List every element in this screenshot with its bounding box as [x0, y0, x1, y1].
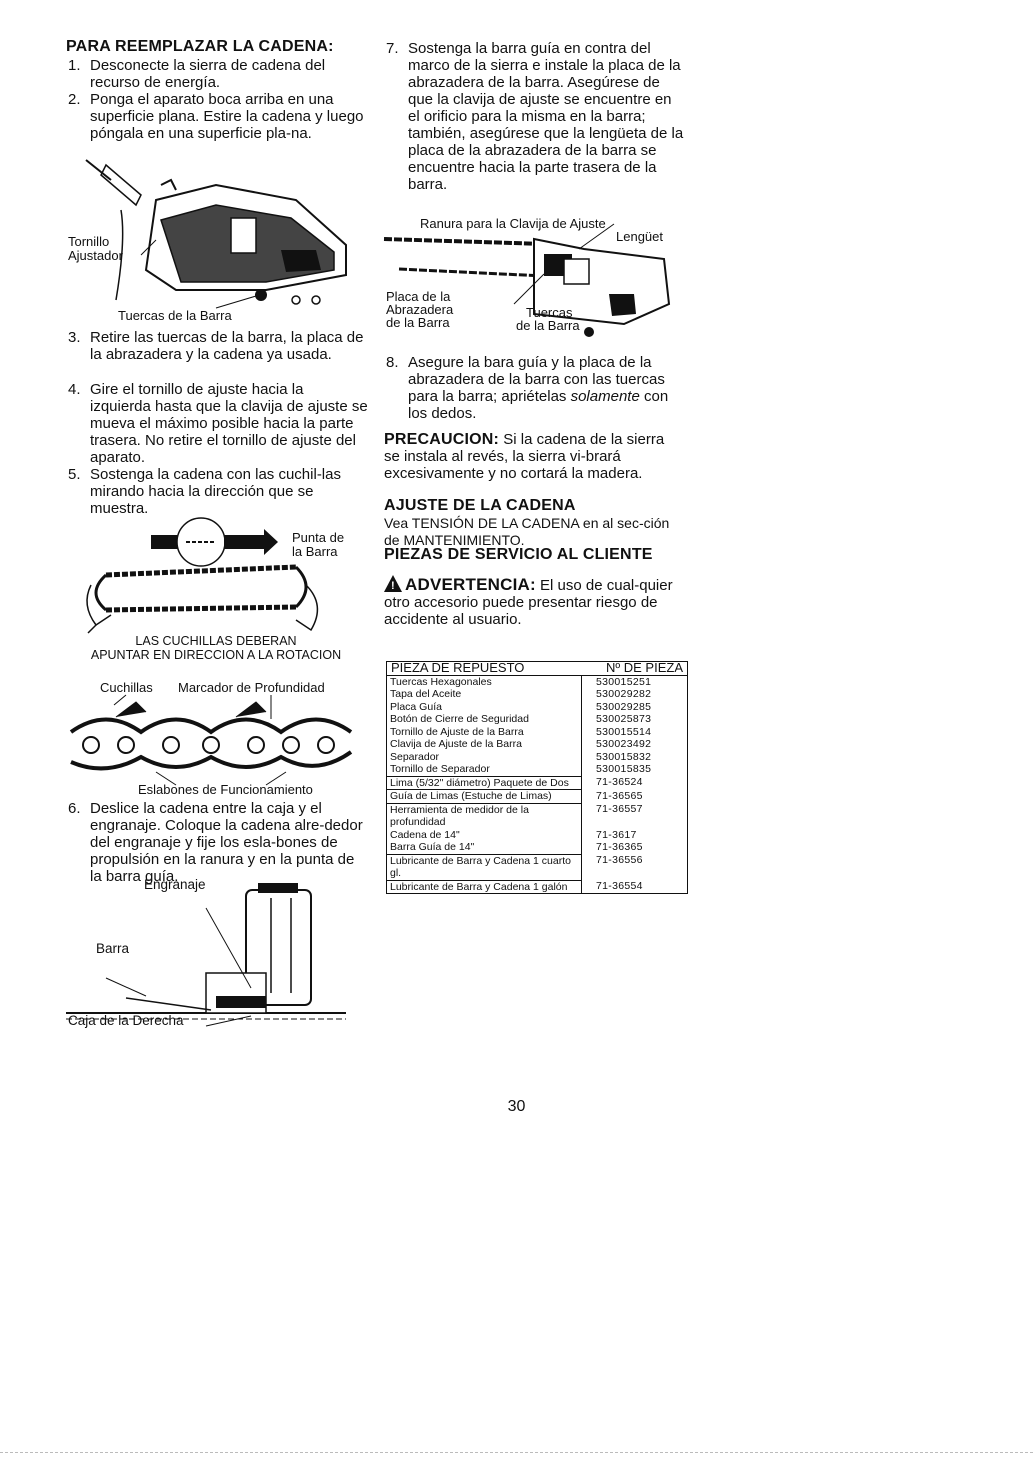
figure-chain-parts: [66, 677, 366, 797]
step-number: 3.: [68, 329, 81, 346]
step-text: Sostenga la barra guía en contra del marco de la sierra e instale la placa de la abrazadera de la barra. Asegúrese de que la clavija de ajuste se encuentre en el orificio para la misma en la barra; también, asegúrese que la lengüeta de la placa de la abrazadera de la barra se encuentre hacia la parte trasera de la barra.: [408, 40, 684, 193]
step-text-b: con los dedos.: [408, 388, 669, 422]
ajuste-text: Vea TENSIÓN DE LA CADENA en al sec-ción de MANTENIMIENTO.: [384, 515, 670, 548]
part-name: Tornillo de Ajuste de la Barra: [387, 726, 582, 739]
part-name: Tuercas Hexagonales: [387, 675, 582, 688]
table-header-row: [387, 662, 688, 676]
part-name: Lubricante de Barra y Cadena 1 cuarto gl.: [387, 854, 582, 880]
label-tuercas-1: Tuercas: [526, 305, 573, 320]
label-cuchillas: Cuchillas: [100, 680, 153, 695]
label-punta-1: Punta de: [292, 530, 345, 545]
label-placa-2: Abrazadera: [386, 302, 454, 317]
label-tuercas-2: de la Barra: [516, 318, 580, 333]
part-number: 71-36365: [596, 841, 643, 853]
caption-line-2: APUNTAR EN DIRECCION A LA ROTACION: [90, 648, 342, 662]
label-barra: Barra: [96, 941, 130, 956]
label-tuercas-barra: Tuercas de la Barra: [118, 308, 232, 323]
step-1: [68, 57, 368, 91]
step-text: Retire las tuercas de la barra, la placa de la abrazadera y la cadena ya usada.: [90, 329, 364, 363]
table-row: [387, 841, 688, 854]
step-text: Deslice la cadena entre la caja y el engranaje. Coloque la cadena alre-dedor del engranaje y fije los esla-bones de propulsión en la ranura y en la punta de la barra guía.: [90, 800, 363, 885]
figure-sprocket: [66, 878, 366, 1028]
step-text-emphasis: solamente: [570, 388, 640, 405]
table-row: [387, 726, 688, 739]
part-number: 71-3617: [596, 828, 637, 841]
step-2: [68, 91, 368, 142]
label-eslabones: Eslabones de Funcionamiento: [138, 782, 313, 797]
part-name: Cadena de 14": [387, 829, 582, 842]
part-name: Tornillo de Separador: [387, 763, 582, 776]
part-name: Tapa del Aceite: [387, 688, 582, 701]
step-5: [68, 466, 368, 517]
part-number: 71-36565: [596, 789, 643, 802]
step-text: Desconecte la sierra de cadena del recurso de energía.: [90, 57, 326, 91]
part-name: Barra Guía de 14": [387, 841, 582, 854]
part-name: Herramienta de medidor de la profundidad: [387, 803, 582, 829]
step-4: [68, 381, 368, 466]
page-edge-divider: [0, 1452, 1033, 1453]
part-number: 530015514: [596, 725, 652, 738]
table-row: [387, 701, 688, 714]
label-lenguet: Lengüet: [616, 229, 663, 244]
part-number: 530029285: [596, 700, 652, 713]
table-row: [387, 790, 688, 804]
replace-chain-heading: PARA REEMPLAZAR LA CADENA:: [66, 38, 334, 55]
figure-chain-direction: [66, 515, 366, 665]
header-num: Nº DE PIEZA: [582, 662, 688, 676]
part-name: Separador: [387, 751, 582, 764]
label-ajustador: Ajustador: [68, 248, 123, 263]
figure-clamp-plate: [384, 214, 684, 344]
step-number: 7.: [386, 40, 399, 57]
table-row: [387, 751, 688, 764]
step-3: [68, 329, 368, 363]
step-text: Sostenga la cadena con las cuchil-las mirando hacia la dirección que se muestra.: [90, 466, 341, 517]
piezas-heading: PIEZAS DE SERVICIO AL CLIENTE: [384, 546, 653, 563]
table-row: [387, 688, 688, 701]
label-tornillo: Tornillo: [68, 234, 110, 249]
chain-links-illustration: [66, 677, 366, 777]
table-row: [387, 738, 688, 751]
table-row: [387, 713, 688, 726]
step-8: [386, 354, 686, 422]
part-number: 71-36554: [596, 880, 643, 892]
step-number: 1.: [68, 57, 81, 74]
part-name: Placa Guía: [387, 701, 582, 714]
part-number: 530025873: [596, 713, 652, 725]
advertencia-note: [384, 575, 676, 628]
step-6: [68, 800, 368, 885]
table-row: [387, 776, 688, 790]
page-number: 30: [507, 1098, 526, 1115]
step-number: 4.: [68, 381, 81, 398]
precaucion-note: [384, 431, 674, 482]
part-number: 530023492: [596, 738, 652, 750]
part-name: Lubricante de Barra y Cadena 1 galón: [387, 880, 582, 894]
advertencia-label: ADVERTENCIA:: [405, 575, 536, 594]
figure-adjuster-screw: [66, 160, 366, 330]
step-number: 5.: [68, 466, 81, 483]
label-placa-3: de la Barra: [386, 315, 450, 330]
precaucion-label: PRECAUCION:: [384, 431, 500, 448]
part-number: 71-36556: [596, 854, 643, 866]
step-number: 2.: [68, 91, 81, 108]
table-row: [387, 880, 688, 894]
part-number: 530015835: [596, 763, 652, 775]
table-row: [387, 829, 688, 842]
step-text-a: Asegure la bara guía y la placa de la abrazadera de la barra con las tuercas para la barra; apriételas: [408, 354, 665, 405]
part-name: Botón de Cierre de Seguridad: [387, 713, 582, 726]
chainsaw-illustration: [66, 160, 366, 330]
advertencia-text: El uso de cual-quier otro accesorio puede presentar riesgo de accidente al usuario.: [384, 577, 673, 628]
ajuste-heading: AJUSTE DE LA CADENA: [384, 497, 576, 514]
step-text: Ponga el aparato boca arriba en una superficie plana. Estire la cadena y luego póngala en una superficie pla-na.: [90, 91, 364, 142]
header-part: PIEZA DE REPUESTO: [387, 662, 582, 676]
warning-icon: [384, 575, 402, 592]
label-caja-derecha: Caja de la Derecha: [68, 1013, 184, 1028]
label-engranaje: Engranaje: [144, 877, 206, 892]
part-number: 71-36524: [596, 776, 643, 788]
part-name: Clavija de Ajuste de la Barra: [387, 738, 582, 751]
parts-table-wrapper: [386, 661, 688, 894]
table-row: [387, 803, 688, 829]
part-number: 530029282: [596, 688, 652, 700]
step-number: 8.: [386, 354, 399, 371]
step-text: [408, 354, 686, 422]
table-row: [387, 763, 688, 776]
table-row: [387, 675, 688, 688]
part-number: 530015251: [596, 675, 652, 688]
parts-table: [386, 661, 688, 894]
step-number: 6.: [68, 800, 81, 817]
label-punta-2: la Barra: [292, 544, 338, 559]
part-number: 71-36557: [596, 803, 643, 815]
precaucion-text: Si la cadena de la sierra se instala al revés, la sierra vi-brará excesivamente y no cortará la madera.: [384, 431, 665, 482]
part-number: 530015832: [596, 750, 652, 763]
part-name: Guía de Limas (Estuche de Limas): [387, 790, 582, 804]
step-text: Gire el tornillo de ajuste hacia la izquierda hasta que la clavija de ajuste se mueva el máximo posible hacia la parte trasera. No retire el tornillo de ajuste del aparato.: [90, 381, 368, 466]
label-marcador: Marcador de Profundidad: [178, 680, 325, 695]
table-row: [387, 854, 688, 880]
caption-line-1: LAS CUCHILLAS DEBERAN: [135, 634, 297, 648]
label-placa-1: Placa de la: [386, 289, 451, 304]
label-ranura: Ranura para la Clavija de Ajuste: [420, 216, 606, 231]
part-name: Lima (5/32" diámetro) Paquete de Dos: [387, 776, 582, 790]
step-7: [386, 40, 686, 193]
